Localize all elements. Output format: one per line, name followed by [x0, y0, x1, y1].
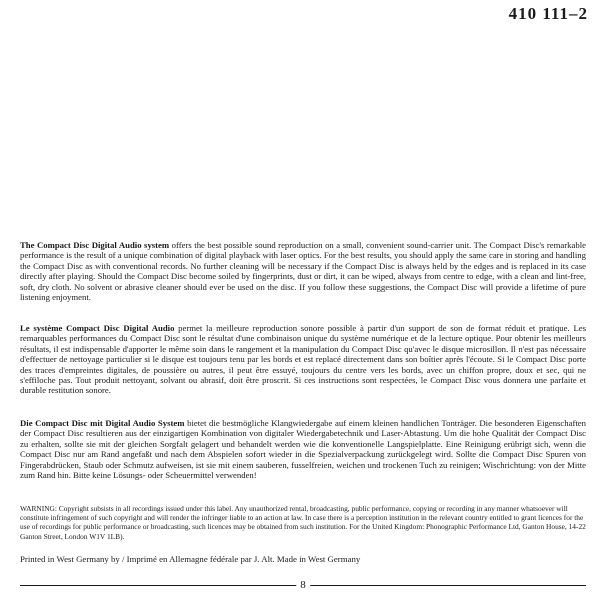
- french-care-section: [20, 323, 586, 396]
- english-body: offers the best possible sound reproduction on a small, convenient sound-carrier unit. The Compact Disc's remarkable performance is the result of a unique combination of digital playback with laser optics. For the best results, you should apply the same care in storing and handling the Compact Disc as with conventional records. No further cleaning will be necessary if the Compact Disc is always held by the edges and is replaced in its case directly after playing. Should the Compact Disc become soiled by fingerprints, dust or dirt, it can be wiped, always from centre to edge, with a clean and lint-free, soft, dry cloth. No solvent or abrasive cleaner should ever be used on the disc. If you follow these suggestions, the Compact Disc will provide a lifetime of pure listening enjoyment.: [20, 240, 586, 303]
- copyright-warning: WARNING: Copyright subsists in all recordings issued under this label. Any unauthorized rental, broadcasting, public performance, copying or recording in any manner whatsoever will constitute infringement of such copyright and will render the infringer liable to an action at law. In case there is a perception institution in the relevant country entitled to grant licences for the use of recordings for public performance or broadcasting, such licences may be obtained from such institution. For the United Kingdom: Phonographic Performance Ltd, Ganton House, 14-22 Ganton Street, London W1V 1LB).: [20, 504, 586, 541]
- catalog-number: 410 111–2: [508, 4, 588, 23]
- german-heading: Die Compact Disc mit Digital Audio System: [20, 418, 185, 428]
- printed-in-line: Printed in West Germany by / Imprimé en Allemagne fédérale par J. Alt. Made in West Germany: [20, 554, 361, 564]
- french-body: permet la meilleure reproduction sonore possible à partir d'un support de son de format réduit et pratique. Les remarquables performances du Compact Disc sont le résultat d'une combinaison unique du système numérique et de la lecture optique. Pour obtenir les meilleurs résultats, il est indispensable d'apporter le même soin dans le rangement et la manipulation du Compact Disc qu'avec le disque microsillon. Il n'est pas nécessaire d'effectuer de nettoyage particulier si le disque est toujours tenu par les bords et est replacé directement dans son boîtier après l'écoute. Si le Compact Disc porte des traces d'empreintes digitales, de poussière ou autres, il peut être essuyé, toujours du centre vers les bords, avec un chiffon propre, doux et sec, qui ne s'effiloche pas. Tout produit nettoyant, solvant ou abrasif, doit être proscrit. Si ces instructions sont respectées, le Compact Disc vous donnera une parfaite et durable restitution sonore.: [20, 323, 586, 396]
- page-footer: [20, 578, 586, 592]
- german-care-section: [20, 418, 586, 480]
- english-care-section: [20, 240, 586, 302]
- page-number: 8: [296, 578, 310, 592]
- french-heading: Le système Compact Disc Digital Audio: [20, 323, 175, 333]
- german-body: bietet die bestmögliche Klangwiedergabe auf einem kleinen handlichen Tonträger. Die besonderen Eigenschaften der Compact Disc resultieren aus der einzigartigen Kombination von digitaler Wiedergabetechnik und Laser-Abtastung. Um die hohe Qualität der Compact Disc zu erhalten, sollte sie mit der gleichen Sorgfalt gelagert und behandelt werden wie die konventionelle Langspielplatte. Eine Reinigung erübrigt sich, wenn die Compact Disc nur am Rand angefaßt und nach dem Abspielen sofort wieder in die Spezialverpackung zurückgelegt wird. Sollte die Compact Disc Spuren von Fingerabdrücken, Staub oder Schmutz aufweisen, ist sie mit einem sauberen, fusselfreien, weichen und trockenen Tuch zu reinigen; Wischrichtung: von der Mitte zum Rand hin. Bitte keine Lösungs- oder Scheuermittel verwenden!: [20, 418, 586, 481]
- english-heading: The Compact Disc Digital Audio system: [20, 240, 170, 250]
